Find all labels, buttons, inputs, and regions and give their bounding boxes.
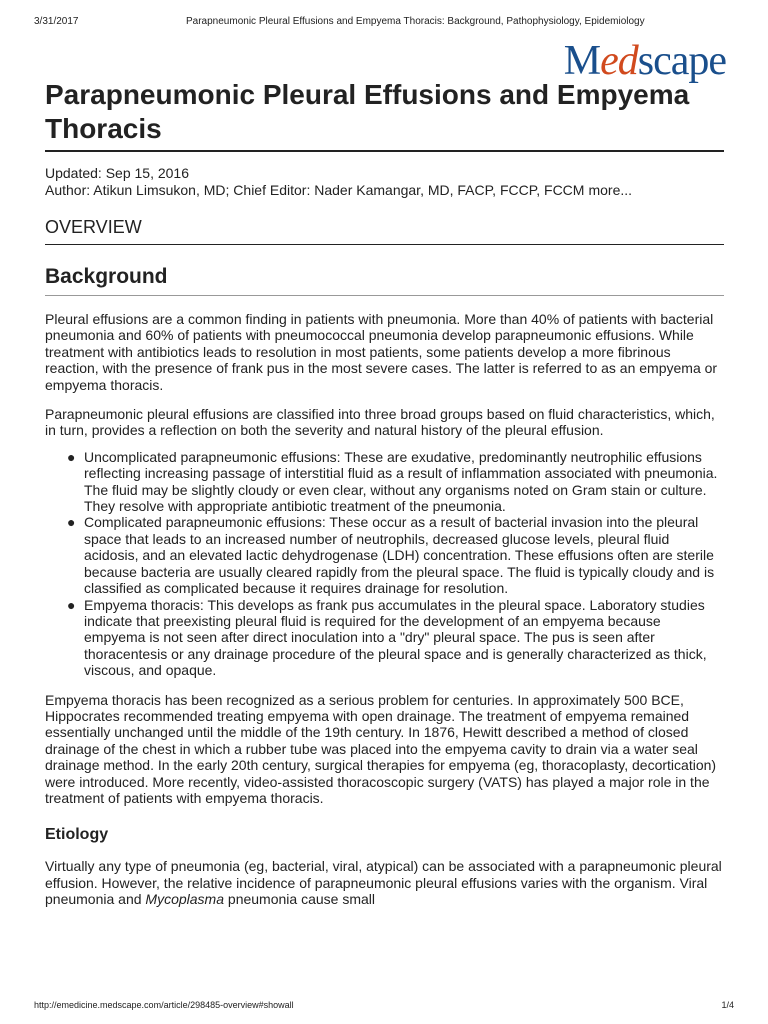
bullet-icon: ● — [67, 448, 76, 465]
updated-date: Updated: Sep 15, 2016 — [45, 165, 190, 181]
list-item — [67, 514, 724, 597]
etiology-text-end: pneumonia cause small — [224, 891, 375, 908]
section-title-overview: OVERVIEW — [45, 216, 724, 245]
print-header — [34, 16, 734, 30]
background-paragraph-2: Parapneumonic pleural effusions are classified into three broad groups based on fluid characteristics, which, in turn, provides a reflection on both the severity and natural history of the pleural effusion. — [45, 406, 715, 439]
classification-list — [45, 449, 724, 679]
background-paragraph-1: Pleural effusions are a common finding in patients with pneumonia. More than 40% of patients with bacterial pneumonia and 60% of patients with pneumococcal pneumonia develop parapneumonic effusions. While treatment with antibiotics leads to resolution in most patients, some patients develop a more fibrinous reaction, with the presence of frank pus in the most severe cases. The latter is referred to as an empyema or empyema thoracis. — [45, 311, 718, 393]
etiology-text-start: Virtually any type of pneumonia (eg, bacterial, viral, atypical) can be associated with a parapneumonic pleural effusion. However, the relative incidence of parapneumonic pleural effusions varies with the organism. Viral pneumonia and — [45, 858, 722, 908]
print-date: 3/31/2017 — [34, 16, 79, 27]
bullet-icon: ● — [67, 596, 76, 613]
logo-part-ed: ed — [600, 38, 638, 84]
article-title: Parapneumonic Pleural Effusions and Empyema Thoracis — [45, 78, 724, 152]
etiology-paragraph — [45, 858, 724, 907]
page-number: 1/4 — [721, 1000, 734, 1010]
list-item — [67, 448, 724, 515]
more-link[interactable]: more... — [588, 182, 633, 198]
bullet-icon: ● — [67, 514, 76, 531]
author-line — [45, 182, 724, 199]
logo-part-m: M — [563, 38, 601, 84]
print-doc-title: Parapneumonic Pleural Effusions and Empyema Thoracis: Background, Pathophysiology, Epidemiology — [186, 16, 645, 27]
print-url: http://emedicine.medscape.com/article/298485-overview#showall — [34, 1000, 294, 1010]
list-item-text: Uncomplicated parapneumonic effusions: These are exudative, predominantly neutrophilic effusions reflecting increasing passage of interstitial fluid as a result of inflammation associated with pneumonia. The fluid may be slightly cloudy or even clear, without any organisms noted on Gram stain or culture. They resolve with appropriate antibiotic treatment of the pneumonia. — [84, 448, 718, 515]
logo-part-scape: scape — [637, 38, 726, 84]
author-text: Author: Atikun Limsukon, MD; Chief Editor: Nader Kamangar, MD, FACP, FCCP, FCCM — [45, 182, 585, 198]
article-meta — [45, 165, 724, 199]
print-footer — [34, 1000, 734, 1012]
list-item-text: Empyema thoracis: This develops as frank pus accumulates in the pleural space. Laboratory studies indicate that preexisting pleural fluid is required for the development of an empyema because empyema is not seen after direct inoculation into a "dry" pleural space. The pus is seen after thoracentesis or any drainage procedure of the pleural space and is generally characterized as thick, viscous, and opaque. — [84, 596, 707, 679]
etiology-organism: Mycoplasma — [145, 891, 225, 908]
background-paragraph-3: Empyema thoracis has been recognized as a serious problem for centuries. In approximately 500 BCE, Hippocrates recommended treating empyema with open drainage. The treatment of empyema remained essentially unchanged until the middle of the 19th century. In 1876, Hewitt described a method of closed drainage of the chest in which a rubber tube was placed into the empyema cavity to drain via a water seal drainage method. In the early 20th century, surgical therapies for empyema (eg, thoracoplasty, decortication) were introduced. More recently, video-assisted thoracoscopic surgery (VATS) has played a major role in the treatment of patients with empyema thoracis. — [45, 691, 717, 806]
list-item-text: Complicated parapneumonic effusions: These occur as a result of bacterial invasion into the pleural space that leads to an increased number of neutrophils, decreased glucose levels, pleural fluid acidosis, and an elevated lactic dehydrogenase (LDH) concentration. These effusions often are sterile because bacteria are usually cleared rapidly from the pleural space. The fluid is typically cloudy and is classified as complicated because it requires drainage for resolution. — [84, 514, 715, 597]
background-heading: Background — [45, 264, 724, 296]
list-item — [67, 596, 724, 679]
etiology-heading: Etiology — [45, 826, 109, 844]
article-content — [45, 78, 724, 908]
